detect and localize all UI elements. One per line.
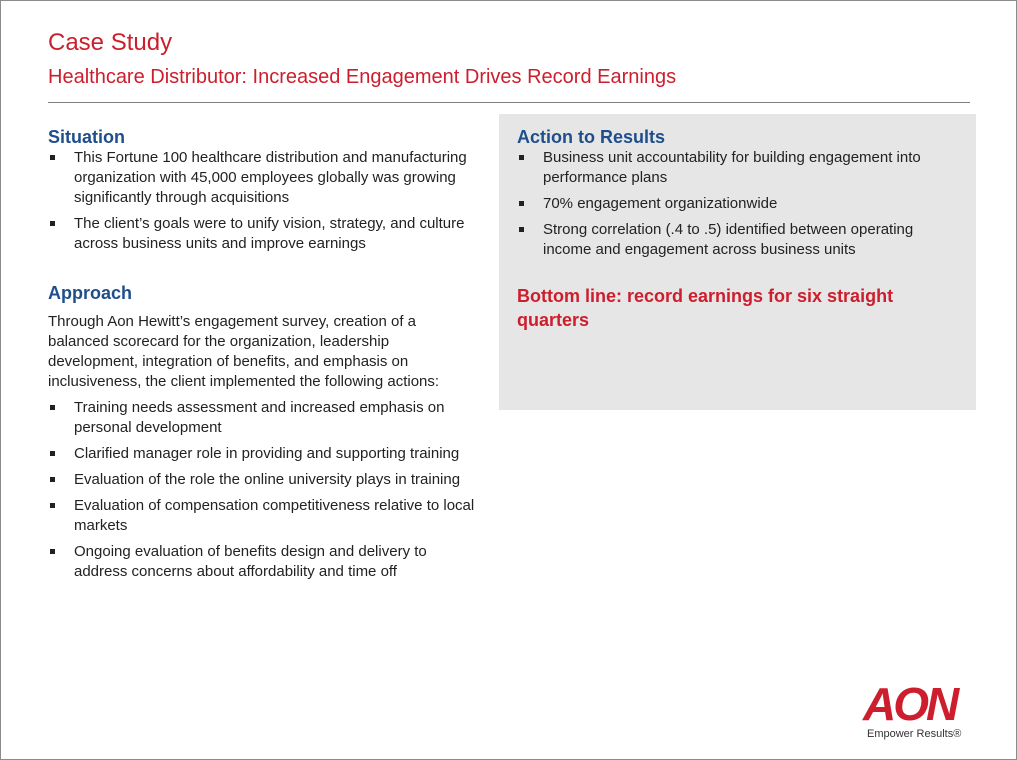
situation-heading: Situation [48,127,125,147]
list-item [48,542,478,582]
bullet-square-icon [519,227,524,232]
list-item-text: Evaluation of the role the online university plays in training [74,471,461,488]
list-item-text: This Fortune 100 healthcare distribution and manufacturing organization with 45,000 employees globally was growing significantly through acquisitions [74,149,467,206]
bullet-square-icon [50,155,55,160]
list-item [48,214,478,254]
aon-logo [863,678,973,743]
left-column [48,126,478,588]
list-item [48,398,478,438]
bullet-square-icon [50,405,55,410]
list-item-text: Training needs assessment and increased emphasis on personal development [74,399,445,436]
bullet-square-icon [519,155,524,160]
approach-list [48,398,478,582]
list-item-text: Ongoing evaluation of benefits design and delivery to address concerns about affordability and time off [74,543,427,580]
list-item [48,444,478,464]
page-subtitle: Healthcare Distributor: Increased Engagement Drives Record Earnings [48,66,677,88]
list-item-text: Business unit accountability for building engagement into performance plans [543,149,921,186]
results-list [517,148,945,260]
approach-heading: Approach [48,283,133,303]
logo-tagline: Empower Results® [867,728,962,740]
bullet-square-icon [50,221,55,226]
list-item-text: Clarified manager role in providing and supporting training [74,445,460,462]
bottom-line: Bottom line: record earnings for six straight quarters [517,286,894,330]
list-item-text: 70% engagement organizationwide [543,195,778,212]
title-divider [48,102,970,103]
situation-list [48,148,478,254]
page-title: Case Study [48,29,173,56]
approach-intro: Through Aon Hewitt’s engagement survey, creation of a balanced scorecard for the organization, leadership development, integration of benefits, and emphasis on inclusiveness, the client implemented the following actions: [48,313,440,390]
list-item [517,220,945,260]
list-item [517,194,945,214]
bullet-square-icon [519,201,524,206]
list-item-text: Evaluation of compensation competitiveness relative to local markets [74,497,475,534]
aon-logo-mark: AON [863,678,957,730]
bullet-square-icon [50,451,55,456]
results-panel [499,114,976,410]
list-item [48,470,478,490]
bullet-square-icon [50,477,55,482]
bullet-square-icon [50,503,55,508]
list-item-text: The client’s goals were to unify vision, strategy, and culture across business units and improve earnings [74,215,465,252]
results-panel-content [517,126,945,332]
list-item [517,148,945,188]
list-item [48,496,478,536]
bullet-square-icon [50,549,55,554]
list-item [48,148,478,208]
list-item-text: Strong correlation (.4 to .5) identified between operating income and engagement across business units [543,221,914,258]
results-heading: Action to Results [517,127,666,147]
